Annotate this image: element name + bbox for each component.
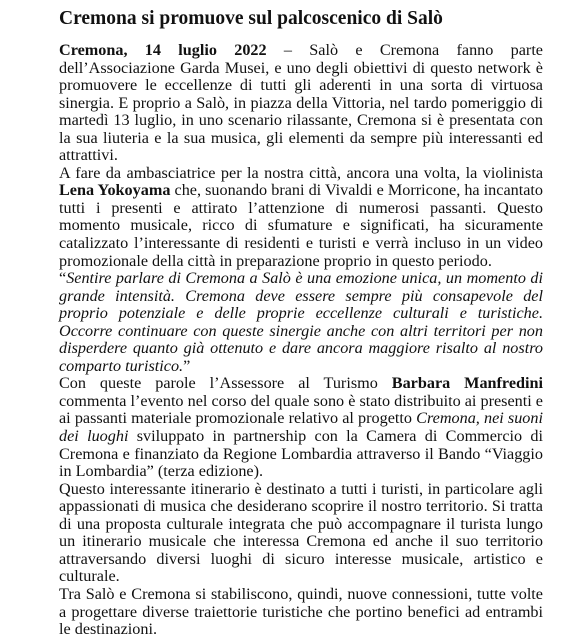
paragraph-assessore-middle: commenta l’evento nel corso del quale sono è stato distribuito ai presenti e ai passanti materiale promozionale relativo al progetto	[59, 391, 543, 428]
quote-close-mark: ”	[183, 356, 191, 375]
paragraph-assessore-after: sviluppato in partnership con la Camera di Commercio di Cremona e finanziato da Regione Lombardia attraverso il Bando “Viaggio in Lombardia” (terza edizione).	[59, 427, 543, 481]
dateline: Cremona, 14 luglio 2022	[59, 41, 267, 59]
paragraph-conclusion: Tra Salò e Cremona si stabiliscono, quindi, nuove connessioni, tutte volte a progettare diverse traiettorie turistiche che portino benefici ad entrambi le destinazioni.	[59, 584, 543, 639]
paragraph-violinist-before: A fare da ambasciatrice per la nostra città, ancora una volta, la violinista	[59, 163, 543, 182]
paragraph-assessore-before: Con queste parole l’Assessore al Turismo	[59, 374, 392, 393]
paragraph-violinist	[59, 165, 543, 270]
paragraph-itinerary: Questo interessante itinerario è destinato a tutti i turisti, in particolare agli appassionati di musica che desiderano scoprire il nostro territorio. Si tratta di una proposta culturale integrata che può accompagnare il turista lungo un itinerario musicale che interessa Cremona ed anche il suo territorio attraversando diversi luoghi di sicuro interesse musicale, artistico e culturale.	[59, 479, 543, 586]
project-name: Cremona, nei suoni dei luoghi	[59, 409, 543, 446]
quote-paragraph	[59, 270, 543, 375]
paragraph-violinist-after: che, suonando brani di Vivaldi e Morricone, ha incantato tutti i presenti e attirato l’attenzione di numerosi passanti. Questo momento musicale, ricco di sfumature e significati, ha sicuramente catalizzato l’interessante di residenti e turisti e verrà incluso in un video promozionale della città in preparazione proprio in questo periodo.	[59, 181, 544, 270]
quote-open-mark: “	[59, 269, 67, 288]
paragraph-assessore	[59, 375, 543, 480]
quote-text: Sentire parlare di Cremona a Salò è una emozione unica, un momento di grande intensità. Cremona deve essere sempre più consapevole del proprio potenziale e delle proprie eccellenze culturali e turistiche. Occorre continuare con queste sinergie anche con altri territori per non disperdere quanto già ottenuto e dare ancora maggiore risalto al nostro comparto turistico.	[59, 269, 543, 375]
article-title: Cremona si promuove sul palcoscenico di Salò	[59, 8, 443, 29]
article-body	[59, 42, 543, 639]
violinist-name: Lena Yokoyama	[59, 181, 171, 200]
paragraph-intro-text: – Salò e Cremona fanno parte dell’Associazione Garda Musei, e uno degli obiettivi di questo network è promuovere le eccellenze di tutti gli aderenti in una sorta di virtuosa sinergia. E proprio a Salò, in piazza della Vittoria, nel tardo pomeriggio di martedì 13 luglio, in uno scenario rilassante, Cremona si è presentata con la sua liuteria e la sua musica, gli elementi da sempre più interessanti ed attrattivi.	[59, 41, 543, 165]
assessore-name: Barbara Manfredini	[391, 374, 544, 393]
paragraph-intro	[59, 42, 543, 165]
